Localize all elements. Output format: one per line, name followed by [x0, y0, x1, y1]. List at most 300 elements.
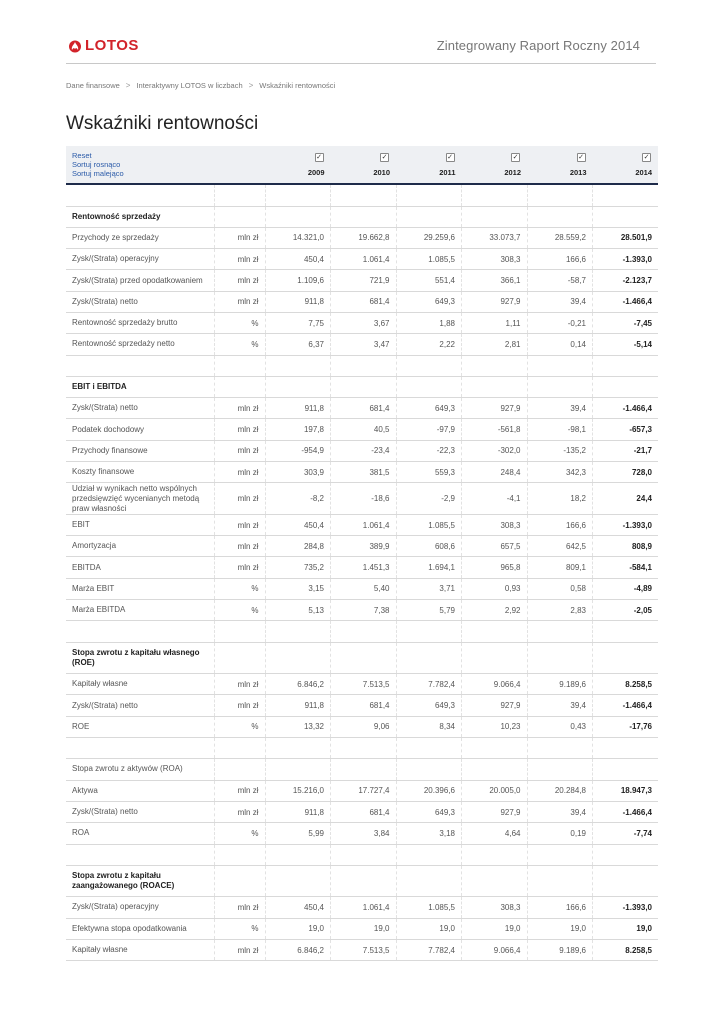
value-cell-2014: -4,89 — [593, 578, 659, 599]
empty-cell — [593, 642, 659, 674]
value-cell-2012: 308,3 — [462, 897, 528, 918]
empty-cell — [527, 642, 593, 674]
row-label: Zysk/(Strata) przed opodatkowaniem — [66, 270, 214, 291]
value-cell-2013: 0,58 — [527, 578, 593, 599]
value-cell-2009: 7,75 — [265, 312, 331, 333]
table-row — [66, 918, 658, 939]
value-cell-2010: 1.061,4 — [331, 514, 397, 535]
value-cell-2014: -657,3 — [593, 419, 659, 440]
value-cell-2011: 649,3 — [396, 801, 462, 822]
spacer-cell — [396, 184, 462, 206]
breadcrumb — [66, 81, 335, 90]
table-row — [66, 227, 658, 248]
value-cell-2011: 7.782,4 — [396, 939, 462, 960]
value-cell-2011: -2,9 — [396, 483, 462, 515]
row-unit: % — [214, 312, 265, 333]
value-cell-2014: -1.466,4 — [593, 695, 659, 716]
empty-cell — [396, 865, 462, 897]
row-unit: mln zł — [214, 291, 265, 312]
value-cell-2009: 911,8 — [265, 695, 331, 716]
year-label: 2011 — [439, 168, 456, 177]
value-cell-2012: 9.066,4 — [462, 939, 528, 960]
row-label: Zysk/(Strata) netto — [66, 695, 214, 716]
value-cell-2013: 0,19 — [527, 823, 593, 844]
row-unit: mln zł — [214, 249, 265, 270]
value-cell-2012: 2,92 — [462, 600, 528, 621]
spacer-cell — [214, 184, 265, 206]
spacer-cell — [214, 738, 265, 759]
value-cell-2014: -1.466,4 — [593, 801, 659, 822]
year-checkbox[interactable]: ✓ — [381, 154, 388, 161]
year-label: 2013 — [569, 168, 587, 177]
value-cell-2012: -4,1 — [462, 483, 528, 515]
value-cell-2011: 29.259,6 — [396, 227, 462, 248]
spacer-cell — [214, 844, 265, 865]
value-cell-2013: 39,4 — [527, 801, 593, 822]
section-header-row — [66, 642, 658, 674]
spacer-cell — [527, 355, 593, 376]
year-column-header — [396, 146, 462, 184]
value-cell-2010: 1.451,3 — [331, 557, 397, 578]
empty-cell — [462, 642, 528, 674]
value-cell-2012: 33.073,7 — [462, 227, 528, 248]
spacer-cell — [66, 355, 214, 376]
row-label: Zysk/(Strata) operacyjny — [66, 897, 214, 918]
row-unit: mln zł — [214, 897, 265, 918]
value-cell-2010: 7.513,5 — [331, 939, 397, 960]
value-cell-2011: 551,4 — [396, 270, 462, 291]
year-checkbox[interactable]: ✓ — [643, 154, 650, 161]
row-label: Podatek dochodowy — [66, 419, 214, 440]
value-cell-2012: 1,11 — [462, 312, 528, 333]
spacer-cell — [527, 184, 593, 206]
value-cell-2011: 649,3 — [396, 291, 462, 312]
value-cell-2014: 19,0 — [593, 918, 659, 939]
value-cell-2010: 5,40 — [331, 578, 397, 599]
table-row — [66, 674, 658, 695]
empty-cell — [396, 642, 462, 674]
reset-link[interactable]: Reset — [72, 151, 92, 160]
row-unit: mln zł — [214, 419, 265, 440]
spacer-cell — [265, 738, 331, 759]
empty-cell — [214, 759, 265, 780]
table-row — [66, 897, 658, 918]
value-cell-2009: 3,15 — [265, 578, 331, 599]
value-cell-2013: 0,14 — [527, 334, 593, 355]
row-unit: % — [214, 334, 265, 355]
value-cell-2012: 965,8 — [462, 557, 528, 578]
table-row — [66, 483, 658, 515]
value-cell-2012: 2,81 — [462, 334, 528, 355]
empty-cell — [593, 865, 659, 897]
value-cell-2011: 1.085,5 — [396, 249, 462, 270]
row-unit: mln zł — [214, 780, 265, 801]
row-unit: mln zł — [214, 801, 265, 822]
row-label: Udział w wynikach netto wspólnych przedsięwzięć wycenianych metodą praw własności — [66, 483, 214, 515]
value-cell-2012: 19,0 — [462, 918, 528, 939]
row-label: Kapitały własne — [66, 674, 214, 695]
spacer-cell — [66, 738, 214, 759]
value-cell-2013: -58,7 — [527, 270, 593, 291]
spacer-row — [66, 738, 658, 759]
row-label: Aktywa — [66, 780, 214, 801]
row-label: ROA — [66, 823, 214, 844]
lotos-flame-icon — [68, 40, 82, 53]
value-cell-2014: -1.466,4 — [593, 398, 659, 419]
value-cell-2013: -135,2 — [527, 440, 593, 461]
value-cell-2013: 9.189,6 — [527, 674, 593, 695]
table-body — [66, 184, 658, 961]
table-row — [66, 780, 658, 801]
value-cell-2009: 450,4 — [265, 249, 331, 270]
value-cell-2013: 39,4 — [527, 398, 593, 419]
value-cell-2014: -1.466,4 — [593, 291, 659, 312]
breadcrumb-item-current: Wskaźniki rentowności — [259, 81, 336, 90]
year-label: 2010 — [373, 168, 390, 177]
value-cell-2009: 911,8 — [265, 291, 331, 312]
value-cell-2011: 1.085,5 — [396, 514, 462, 535]
spacer-cell — [593, 738, 659, 759]
value-cell-2010: 1.061,4 — [331, 249, 397, 270]
year-column-header — [593, 146, 659, 184]
spacer-cell — [462, 738, 528, 759]
page-header — [66, 30, 656, 64]
value-cell-2009: 1.109,6 — [265, 270, 331, 291]
row-label: Marża EBIT — [66, 578, 214, 599]
row-unit: mln zł — [214, 695, 265, 716]
section-title: EBIT i EBITDA — [66, 376, 214, 397]
value-cell-2009: 14.321,0 — [265, 227, 331, 248]
value-cell-2009: 6.846,2 — [265, 939, 331, 960]
row-unit: mln zł — [214, 483, 265, 515]
row-unit: mln zł — [214, 398, 265, 419]
value-cell-2013: 39,4 — [527, 291, 593, 312]
row-unit: mln zł — [214, 440, 265, 461]
spacer-row — [66, 844, 658, 865]
value-cell-2011: 20.396,6 — [396, 780, 462, 801]
sort-ascending-link[interactable]: Sortuj rosnąco — [72, 160, 121, 169]
empty-cell — [527, 759, 593, 780]
section-header-row — [66, 865, 658, 897]
value-cell-2014: 808,9 — [593, 536, 659, 557]
spacer-row — [66, 184, 658, 206]
spacer-cell — [462, 184, 528, 206]
row-unit: mln zł — [214, 674, 265, 695]
value-cell-2014: 18.947,3 — [593, 780, 659, 801]
spacer-cell — [396, 738, 462, 759]
empty-cell — [265, 759, 331, 780]
value-cell-2014: -584,1 — [593, 557, 659, 578]
section-title: Stopa zwrotu z kapitału własnego (ROE) — [66, 642, 214, 674]
value-cell-2011: 559,3 — [396, 462, 462, 483]
value-cell-2013: 9.189,6 — [527, 939, 593, 960]
empty-cell — [593, 376, 659, 397]
spacer-cell — [462, 621, 528, 642]
value-cell-2014: -2.123,7 — [593, 270, 659, 291]
value-cell-2011: 608,6 — [396, 536, 462, 557]
table-row — [66, 557, 658, 578]
value-cell-2013: 28.559,2 — [527, 227, 593, 248]
spacer-cell — [331, 621, 397, 642]
value-cell-2010: 681,4 — [331, 695, 397, 716]
year-checkbox[interactable]: ✓ — [316, 154, 322, 161]
row-label: EBITDA — [66, 557, 214, 578]
value-cell-2013: 809,1 — [527, 557, 593, 578]
value-cell-2009: -8,2 — [265, 483, 331, 515]
value-cell-2009: -954,9 — [265, 440, 331, 461]
row-label: EBIT — [66, 514, 214, 535]
value-cell-2013: 39,4 — [527, 695, 593, 716]
empty-cell — [462, 865, 528, 897]
breadcrumb-item-finance[interactable]: Dane finansowe — [66, 81, 120, 90]
value-cell-2011: -22,3 — [396, 440, 462, 461]
value-cell-2010: 9,06 — [331, 716, 397, 737]
value-cell-2014: -7,45 — [593, 312, 659, 333]
year-column-header — [527, 146, 593, 184]
section-title: Stopa zwrotu z kapitału zaangażowanego (ROACE) — [66, 865, 214, 897]
year-label: 2012 — [504, 168, 521, 177]
logo-text: LOTOS — [85, 37, 139, 54]
value-cell-2013: 166,6 — [527, 897, 593, 918]
value-cell-2012: 20.005,0 — [462, 780, 528, 801]
report-title: Zintegrowany Raport Roczny 2014 — [436, 38, 640, 53]
value-cell-2012: 10,23 — [462, 716, 528, 737]
table-row — [66, 462, 658, 483]
spacer-row — [66, 621, 658, 642]
value-cell-2013: 18,2 — [527, 483, 593, 515]
empty-cell — [527, 376, 593, 397]
table-row — [66, 291, 658, 312]
value-cell-2012: 927,9 — [462, 695, 528, 716]
value-cell-2012: 927,9 — [462, 398, 528, 419]
chevron-right-icon: > — [125, 81, 131, 90]
value-cell-2014: -17,76 — [593, 716, 659, 737]
row-label: Zysk/(Strata) netto — [66, 291, 214, 312]
value-cell-2010: 381,5 — [331, 462, 397, 483]
empty-cell — [214, 206, 265, 227]
value-cell-2013: 166,6 — [527, 514, 593, 535]
value-cell-2009: 6.846,2 — [265, 674, 331, 695]
empty-cell — [214, 376, 265, 397]
value-cell-2009: 5,99 — [265, 823, 331, 844]
value-cell-2010: 19,0 — [331, 918, 397, 939]
spacer-cell — [265, 844, 331, 865]
value-cell-2011: 1,88 — [396, 312, 462, 333]
table-row — [66, 578, 658, 599]
row-label: Zysk/(Strata) netto — [66, 801, 214, 822]
row-unit: mln zł — [214, 557, 265, 578]
spacer-cell — [462, 355, 528, 376]
empty-cell — [593, 206, 659, 227]
spacer-cell — [593, 184, 659, 206]
value-cell-2011: 3,18 — [396, 823, 462, 844]
value-cell-2012: -302,0 — [462, 440, 528, 461]
empty-cell — [331, 206, 397, 227]
spacer-cell — [331, 844, 397, 865]
value-cell-2009: 15.216,0 — [265, 780, 331, 801]
lotos-logo[interactable] — [68, 38, 139, 54]
empty-cell — [331, 865, 397, 897]
value-cell-2012: 927,9 — [462, 291, 528, 312]
page-title: Wskaźniki rentowności — [66, 113, 259, 134]
value-cell-2012: 248,4 — [462, 462, 528, 483]
value-cell-2013: 2,83 — [527, 600, 593, 621]
spacer-cell — [396, 844, 462, 865]
empty-cell — [265, 206, 331, 227]
value-cell-2014: -1.393,0 — [593, 514, 659, 535]
empty-cell — [331, 642, 397, 674]
value-cell-2012: 657,5 — [462, 536, 528, 557]
value-cell-2009: 450,4 — [265, 897, 331, 918]
table-row — [66, 939, 658, 960]
section-header-row — [66, 206, 658, 227]
value-cell-2010: 17.727,4 — [331, 780, 397, 801]
spacer-cell — [527, 738, 593, 759]
spacer-row — [66, 355, 658, 376]
value-cell-2013: 20.284,8 — [527, 780, 593, 801]
row-unit: mln zł — [214, 939, 265, 960]
value-cell-2013: 166,6 — [527, 249, 593, 270]
value-cell-2011: 3,71 — [396, 578, 462, 599]
chevron-right-icon: > — [248, 81, 254, 90]
spacer-cell — [331, 355, 397, 376]
table-header-row — [66, 146, 658, 184]
row-label: Przychody finansowe — [66, 440, 214, 461]
row-label: Rentowność sprzedaży netto — [66, 334, 214, 355]
table-row — [66, 334, 658, 355]
row-label: Marża EBITDA — [66, 600, 214, 621]
row-unit: mln zł — [214, 536, 265, 557]
table-row — [66, 312, 658, 333]
value-cell-2009: 303,9 — [265, 462, 331, 483]
table-row — [66, 600, 658, 621]
year-checkbox[interactable]: ✓ — [512, 154, 519, 161]
table-row — [66, 419, 658, 440]
row-label: Zysk/(Strata) operacyjny — [66, 249, 214, 270]
value-cell-2010: 7.513,5 — [331, 674, 397, 695]
value-cell-2013: 642,5 — [527, 536, 593, 557]
value-cell-2013: 342,3 — [527, 462, 593, 483]
table-row — [66, 801, 658, 822]
table-row — [66, 823, 658, 844]
sort-descending-link[interactable]: Sortuj malejąco — [72, 169, 124, 178]
empty-cell — [265, 642, 331, 674]
empty-cell — [396, 206, 462, 227]
value-cell-2011: 19,0 — [396, 918, 462, 939]
value-cell-2010: 7,38 — [331, 600, 397, 621]
value-cell-2014: 8.258,5 — [593, 674, 659, 695]
row-label: Kapitały własne — [66, 939, 214, 960]
table-row — [66, 249, 658, 270]
value-cell-2011: 1.694,1 — [396, 557, 462, 578]
value-cell-2010: 3,84 — [331, 823, 397, 844]
value-cell-2014: -1.393,0 — [593, 897, 659, 918]
value-cell-2012: 0,93 — [462, 578, 528, 599]
value-cell-2009: 13,32 — [265, 716, 331, 737]
value-cell-2012: -561,8 — [462, 419, 528, 440]
value-cell-2009: 284,8 — [265, 536, 331, 557]
row-label: Przychody ze sprzedaży — [66, 227, 214, 248]
value-cell-2013: -0,21 — [527, 312, 593, 333]
value-cell-2009: 6,37 — [265, 334, 331, 355]
row-label: Rentowność sprzedaży brutto — [66, 312, 214, 333]
value-cell-2014: 728,0 — [593, 462, 659, 483]
value-cell-2014: 24,4 — [593, 483, 659, 515]
row-unit: % — [214, 918, 265, 939]
breadcrumb-item-interactive[interactable]: Interaktywny LOTOS w liczbach — [136, 81, 243, 90]
spacer-cell — [214, 621, 265, 642]
value-cell-2010: 389,9 — [331, 536, 397, 557]
spacer-cell — [593, 355, 659, 376]
spacer-cell — [396, 621, 462, 642]
spacer-cell — [396, 355, 462, 376]
row-label: Efektywna stopa opodatkowania — [66, 918, 214, 939]
empty-cell — [396, 376, 462, 397]
year-column-header — [331, 146, 397, 184]
table-row — [66, 716, 658, 737]
value-cell-2011: 649,3 — [396, 695, 462, 716]
value-cell-2012: 4,64 — [462, 823, 528, 844]
value-cell-2013: -98,1 — [527, 419, 593, 440]
value-cell-2010: 681,4 — [331, 801, 397, 822]
value-cell-2014: -2,05 — [593, 600, 659, 621]
value-cell-2009: 911,8 — [265, 801, 331, 822]
row-label: ROE — [66, 716, 214, 737]
table-row — [66, 270, 658, 291]
row-unit: mln zł — [214, 227, 265, 248]
value-cell-2012: 366,1 — [462, 270, 528, 291]
spacer-cell — [527, 844, 593, 865]
table-row — [66, 440, 658, 461]
value-cell-2009: 5,13 — [265, 600, 331, 621]
spacer-cell — [593, 621, 659, 642]
unit-header — [214, 146, 265, 184]
spacer-cell — [66, 621, 214, 642]
spacer-cell — [265, 184, 331, 206]
year-label: 2009 — [307, 168, 325, 177]
empty-cell — [593, 759, 659, 780]
value-cell-2014: -21,7 — [593, 440, 659, 461]
value-cell-2010: -23,4 — [331, 440, 397, 461]
empty-cell — [527, 865, 593, 897]
value-cell-2011: 8,34 — [396, 716, 462, 737]
value-cell-2014: -7,74 — [593, 823, 659, 844]
spacer-cell — [462, 844, 528, 865]
empty-cell — [331, 376, 397, 397]
value-cell-2011: -97,9 — [396, 419, 462, 440]
value-cell-2014: -5,14 — [593, 334, 659, 355]
spacer-cell — [331, 738, 397, 759]
row-unit: mln zł — [214, 514, 265, 535]
value-cell-2010: 681,4 — [331, 398, 397, 419]
value-cell-2009: 735,2 — [265, 557, 331, 578]
value-cell-2013: 0,43 — [527, 716, 593, 737]
value-cell-2012: 308,3 — [462, 249, 528, 270]
row-label: Koszty finansowe — [66, 462, 214, 483]
row-unit: % — [214, 600, 265, 621]
empty-cell — [462, 759, 528, 780]
value-cell-2009: 19,0 — [265, 918, 331, 939]
value-cell-2013: 19,0 — [527, 918, 593, 939]
year-checkbox[interactable]: ✓ — [447, 154, 453, 161]
value-cell-2012: 9.066,4 — [462, 674, 528, 695]
value-cell-2010: 40,5 — [331, 419, 397, 440]
value-cell-2010: 3,47 — [331, 334, 397, 355]
empty-cell — [462, 376, 528, 397]
year-checkbox[interactable]: ✓ — [578, 154, 584, 161]
value-cell-2010: 1.061,4 — [331, 897, 397, 918]
table-row — [66, 514, 658, 535]
